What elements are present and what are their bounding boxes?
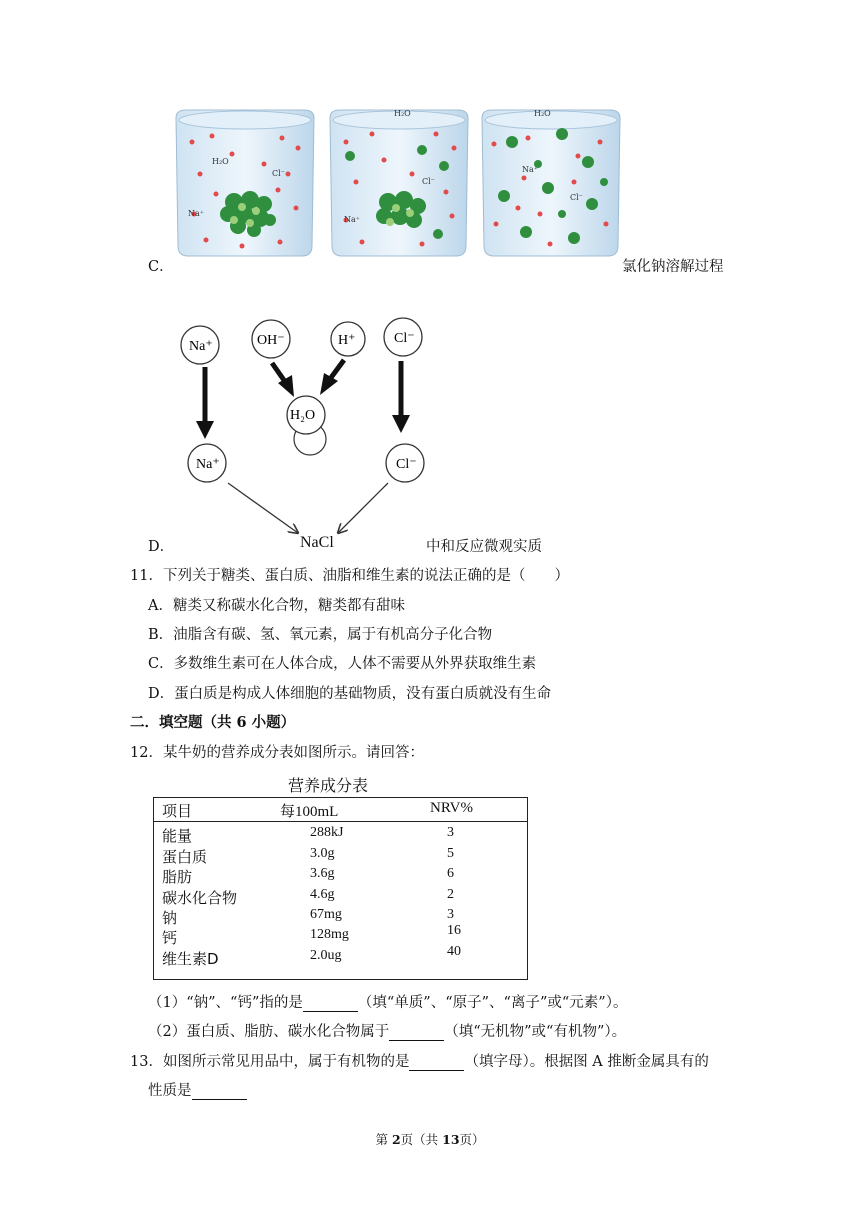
answer-blank[interactable] — [303, 997, 358, 1012]
row-amount: 4.6g — [310, 887, 335, 902]
table-row — [154, 825, 527, 845]
row-nrv: 5 — [447, 846, 454, 861]
chloride-label: Cl⁻ — [422, 177, 435, 186]
table-header-divider — [154, 821, 527, 822]
answer-blank[interactable] — [389, 1026, 444, 1041]
neutralization-diagram — [170, 315, 440, 555]
page-footer: 第 2页（共 13页） — [375, 1132, 485, 1147]
q12-stem: 12．某牛奶的营养成分表如图所示。请回答： — [130, 745, 424, 761]
sodium-label: Na⁺ — [344, 215, 360, 224]
nutrition-table — [153, 797, 528, 980]
cl-ion-top-label: Cl⁻ — [394, 331, 415, 346]
table-header-row — [154, 800, 527, 820]
na-ion-top-label: Na⁺ — [189, 339, 213, 354]
table-row — [154, 866, 527, 886]
beaker-3-image — [478, 104, 624, 260]
option-d-label: D． — [148, 539, 175, 555]
table-row — [154, 846, 527, 866]
table-row — [154, 944, 527, 968]
answer-blank[interactable] — [409, 1056, 464, 1071]
row-nrv: 2 — [447, 887, 454, 902]
row-amount: 67mg — [310, 907, 342, 922]
row-amount: 2.0ug — [310, 948, 342, 963]
row-amount: 3.6g — [310, 866, 335, 881]
chloride-label: Cl⁻ — [570, 193, 583, 202]
oh-ion-label: OH⁻ — [257, 333, 285, 348]
row-nrv: 6 — [447, 866, 454, 881]
row-nrv: 3 — [447, 907, 454, 922]
section-heading: 二．填空题（共 6 小题） — [130, 714, 296, 731]
option-d-caption: 中和反应微观实质 — [426, 539, 542, 555]
chloride-label: Cl⁻ — [272, 169, 285, 178]
table-row — [154, 887, 527, 907]
cl-ion-bottom-label: Cl⁻ — [396, 457, 417, 472]
header-item: 项目 — [162, 802, 193, 820]
q11-option-b: B．油脂含有碳、氢、氧元素，属于有机高分子化合物 — [148, 627, 493, 643]
q11-option-d: D．蛋白质是构成人体细胞的基础物质，没有蛋白质就没有生命 — [148, 686, 552, 702]
row-item: 钙 — [162, 929, 178, 947]
nutrition-table-title: 营养成分表 — [288, 776, 369, 795]
nacl-product-label: NaCl — [300, 534, 334, 551]
option-c-label: C． — [148, 259, 174, 275]
q13-line2: 性质是 — [148, 1082, 247, 1100]
row-item: 能量 — [162, 827, 193, 845]
row-item: 脂肪 — [162, 868, 193, 886]
row-item: 蛋白质 — [162, 848, 208, 866]
beaker-1-image — [172, 104, 318, 260]
q13-line1: 13．如图所示常见用品中，属于有机物的是 （填字母）。根据图 A 推断金属具有的 — [130, 1054, 709, 1070]
sodium-label: Na⁺ — [188, 209, 204, 218]
q12-sub1: （1）“钠”、“钙”指的是 （填“单质”、“原子”、“离子”或“元素”）。 — [148, 995, 628, 1011]
row-nrv: 40 — [447, 944, 461, 959]
header-nrv: NRV% — [430, 800, 473, 816]
row-amount: 288kJ — [310, 825, 344, 840]
table-row — [154, 907, 527, 927]
option-c-caption: 氯化钠溶解过程 — [622, 259, 724, 275]
water-label: H₂O — [394, 109, 411, 118]
sodium-label: Na⁺ — [522, 165, 538, 174]
beaker-2-image — [326, 104, 472, 260]
answer-blank[interactable] — [192, 1085, 247, 1100]
row-amount: 3.0g — [310, 846, 335, 861]
page-total: 13 — [442, 1132, 460, 1147]
na-ion-bottom-label: Na⁺ — [196, 457, 220, 472]
row-nrv: 16 — [447, 923, 461, 938]
q12-sub2: （2）蛋白质、脂肪、碳水化合物属于 （填“无机物”或“有机物”）。 — [148, 1024, 627, 1040]
table-row — [154, 923, 527, 947]
row-nrv: 3 — [447, 825, 454, 840]
row-item: 维生素D — [162, 950, 219, 968]
page-number: 2 — [391, 1132, 401, 1147]
q11-option-c: C．多数维生素可在人体合成，人体不需要从外界获取维生素 — [148, 656, 537, 672]
header-per-100ml: 每100mL — [280, 804, 339, 820]
water-label: H₂O — [212, 157, 229, 166]
q11-stem: 11．下列关于糖类、蛋白质、油脂和维生素的说法正确的是（ ） — [130, 568, 569, 584]
row-item: 钠 — [162, 909, 178, 927]
row-amount: 128mg — [310, 927, 349, 942]
water-molecule-label: H₂O — [290, 408, 316, 423]
h-ion-label: H⁺ — [338, 333, 356, 348]
q11-option-a: A．糖类又称碳水化合物，糖类都有甜味 — [148, 598, 405, 614]
water-label: H₂O — [534, 109, 551, 118]
row-item: 碳水化合物 — [162, 889, 238, 907]
